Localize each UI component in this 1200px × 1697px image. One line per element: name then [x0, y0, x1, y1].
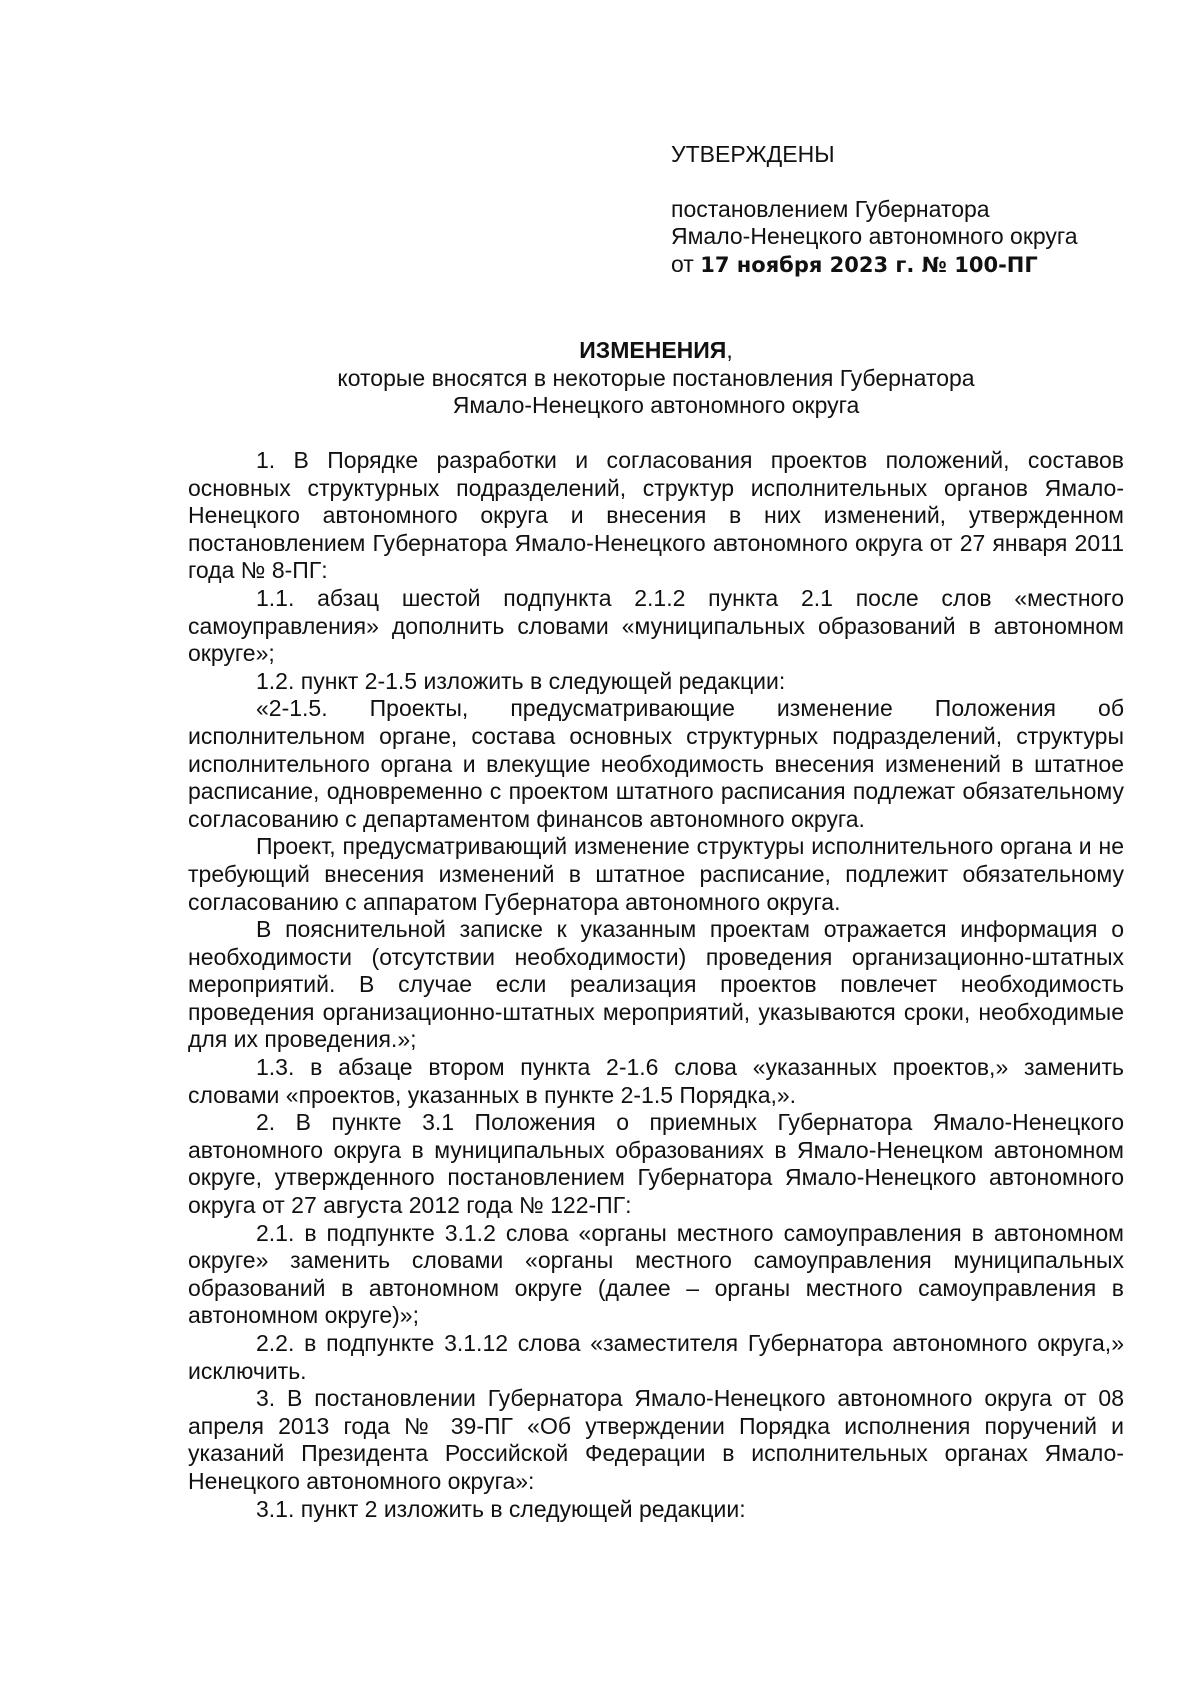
paragraph-1-1: 1.1. абзац шестой подпункта 2.1.2 пункта 2.1 после слов «местного самоуправления» дополнить словами «муниципальных образований в автономном округе»;: [188, 584, 1124, 667]
approval-line-2: Ямало-Ненецкого автономного округа: [671, 223, 1078, 249]
document-body: [188, 447, 1124, 1523]
paragraph-2-1: 2.1. в подпункте 3.1.2 слова «органы местного самоуправления в автономном округе» заменить словами «органы местного самоуправления муниципальных образований в автономном округе (далее – органы местного самоуправления в автономном округе)»;: [188, 1219, 1124, 1329]
approval-date: 17 ноября 2023 г. № 100-ПГ: [700, 252, 1038, 277]
paragraph-2-1-5: «2-1.5. Проекты, предусматривающие изменение Положения об исполнительном органе, состава основных структурных подразделений, структуры исполнительного органа и влекущие необходимость внесения изменений в штатное расписание, одновременно с проектом штатного расписания подлежат обязательному согласованию с департаментом финансов автономного округа.: [188, 695, 1124, 832]
heading-title: ИЗМЕНЕНИЯ: [579, 337, 727, 363]
paragraph-1-3: 1.3. в абзаце втором пункта 2-1.6 слова «указанных проектов,» заменить словами «проектов, указанных в пункте 2-1.5 Порядка,».: [188, 1054, 1124, 1108]
paragraph-project-structure: Проект, предусматривающий изменение структуры исполнительного органа и не требующий внесения изменений в штатное расписание, подлежит обязательному согласованию с аппаратом Губернатора автономного округа.: [188, 833, 1124, 915]
paragraph-3: 3. В постановлении Губернатора Ямало-Ненецкого автономного округа от 08 апреля 2013 года № 39-ПГ «Об утверждении Порядка исполнения поручений и указаний Президента Российской Федерации в исполнительных органах Ямало-Ненецкого автономного округа»:: [188, 1385, 1124, 1494]
approval-date-line: [671, 251, 1171, 280]
heading-subtitle-line-1: которые вносятся в некоторые постановления Губернатора: [337, 364, 975, 391]
approval-line-1: постановлением Губернатора: [671, 195, 990, 222]
paragraph-2: 2. В пункте 3.1 Положения о приемных Губернатора Ямало-Ненецкого автономного округа в муниципальных образованиях в Ямало-Ненецком автономном округе, утвержденного постановлением Губернатора Ямало-Ненецкого автономного округа от 27 августа 2012 года № 122-ПГ:: [188, 1109, 1124, 1219]
paragraph-2-2: 2.2. в подпункте 3.1.12 слова «заместителя Губернатора автономного округа,» исключить.: [188, 1330, 1124, 1384]
approval-date-prefix: от: [671, 250, 701, 277]
document-heading: [188, 337, 1124, 420]
paragraph-3-1: 3.1. пункт 2 изложить в следующей редакции:: [256, 1495, 746, 1522]
paragraph-1: 1. В Порядке разработки и согласования проектов положений, составов основных структурных подразделений, структур исполнительных органов Ямало- Ненецкого автономного округа и внесения в них изменений, утвержденном постановлением Губернатора Ямало-Ненецкого автономного округа от 27 января 2011 года № 8-ПГ:: [188, 447, 1124, 584]
heading-title-line: [188, 337, 1124, 365]
heading-subtitle-line-2: Ямало-Ненецкого автономного округа: [452, 392, 860, 418]
approval-stamp: УТВЕРЖДЕНЫ: [671, 141, 835, 167]
approval-block: [671, 141, 1171, 279]
paragraph-1-2: 1.2. пункт 2-1.5 изложить в следующей редакции:: [256, 667, 786, 694]
paragraph-explanatory-note: В пояснительной записке к указанным проектам отражается информация о необходимости (отсутствии необходимости) проведения организационно-штатных мероприятий. В случае если реализация проектов повлечет необходимость проведения организационно-штатных мероприятий, указываются сроки, необходимые для их проведения.»;: [188, 916, 1124, 1053]
heading-title-suffix: ,: [726, 337, 733, 363]
